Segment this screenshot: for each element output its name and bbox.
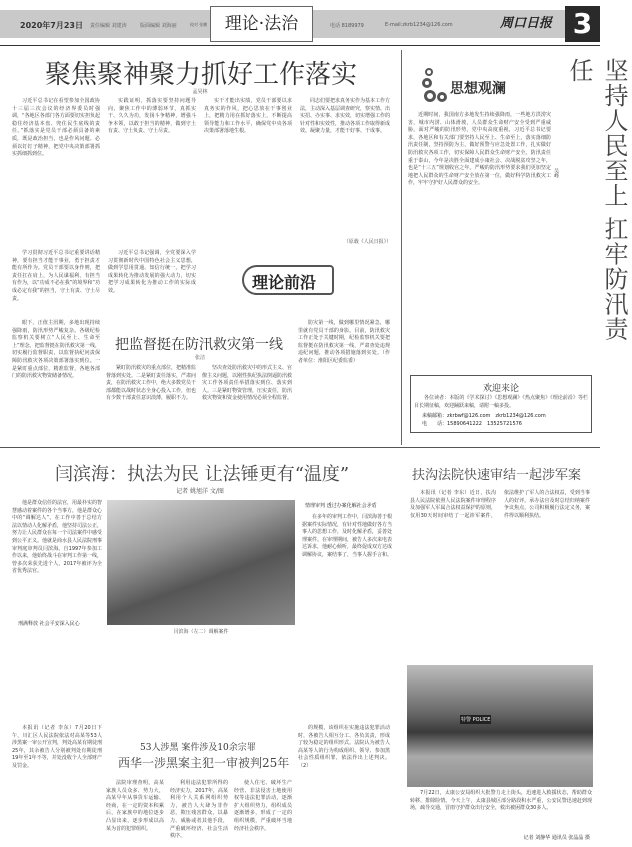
article-column: 在多年的审判工作中，闫滨海善于根据案件实际情况，有针对性地做好各方当事人的思想工作，及时化解矛盾，妥善处理案件。在审理期间，被告人多次来电表达诉求，他耐心倾听，最终促成双方达成调解协议，案结事了，当事人握手言和。 [302, 514, 393, 558]
article-column: 实干才能出实绩，党员干部要以求真务实的作风，把心思放在干事创业上，把精力用在抓好落实上，不断提高领导能力和工作水平，确保党中央各项决策部署落地生根。 [204, 98, 292, 135]
article-column: 他是群众信任的法官，用最朴实的智慧感动着案件的各个当事方，他是群众心中的“调解达人”。在工作中善于总结方法以情动人化解矛盾，他坚持司法公正，努力让人民群众在每一个司法案件中感受到公平正义。他就是商水县人民法院刑事审判庭审判员闫滨海。自1997年参加工作以来，他始终战斗在审判工作第一线，曾多次荣获先进个人，2017年被评为全省优秀法官。 [12, 500, 103, 575]
article-author: 孟昊林 [192, 89, 208, 95]
column-logo: 理论前沿 [252, 273, 317, 292]
article-byline: 记者 姚旭洋 文/图 [176, 488, 224, 495]
article-body: 本报讯（记者 李东）近日，扶沟县人民法院依照人民法院案件审理程序及加强军人军属合法权益保护的原则，仅用30天时间审结了一起涉军案件，依法维护了军人的合法权益，受到当事人的好评。承办法官及时总结归纳案件争议焦点，公司积极履行法定义务，案件得以顺利执结。 [410, 490, 590, 519]
proofreader: 校对 张鹏 [190, 22, 208, 27]
article-kicker: 53人涉黑 案件涉及10余宗罪 [140, 743, 256, 753]
article-column: 使人住宅、破坏生产经营、非法侵害土地使用权等违法犯罪活动，逐渐扩大组织势力，组织成员逐渐增多，形成了一定的组织规模，严重破坏当地经济社会秩序。 [234, 780, 292, 832]
article-headline: 闫滨海：执法为民 让法锤更有“温度” [55, 464, 350, 485]
copy-editor: 版面编辑 刘海丽 [140, 23, 177, 29]
column-divider [401, 50, 402, 445]
section-rule [0, 447, 600, 448]
article-column: 法院审理查明，高某家族人员众多、势力大，高某早年从事货车运输、经商，在一定的资本积累后，在家族中的地位逐步凸显出来，逐步形成以高某为首的犯罪组织。 [106, 780, 164, 832]
article-author: 张洁 [194, 355, 205, 361]
newspaper-logo: 周口日报 [500, 16, 553, 31]
article-column: 坚决查处防汛救灾中的形式主义、官僚主义问题，以刚性执纪执法倒逼防汛救灾工作各项责任举措落实到位、落实到人。三是紧盯物资管理，压实责任，防汛救灾物资和资金使用情况必须全程监督。 [202, 365, 293, 402]
page-number: 3 [565, 6, 600, 42]
photo-caption: 闫滨海（左二）调解案件 [173, 629, 229, 635]
box-title: 欢迎来论 [482, 384, 519, 394]
article-column: 紧盯防汛救灾的重点部位，把精准监督落到实处。二是紧盯责任落实，严肃问责，在防汛救灾工作中，绝大多数党员干部都能以战时状态全身心投入工作，但也有少数干部责任意识淡薄，履职不力。 [106, 365, 197, 402]
article-column: 的规模，该组织在实施违法犯罪活动时，各被告人相互分工、各负其责，形成了较为稳定的组织形式。法院认为被告人高某等人的行为构成组织、领导、参加黑社会性质组织罪，依法作出上述判决。（2） [298, 725, 390, 769]
police-vehicle-label: 特警 POLICE [461, 717, 491, 723]
section-title: 理论·法治 [210, 6, 313, 42]
article-headline: 西华一涉黑案主犯一审被判25年 [118, 756, 290, 770]
article-headline: 把监督挺在防汛救灾第一线 [115, 337, 283, 353]
article-column: 实践证明，抓落实要坚持问题导向，聚焦工作中的薄弱环节，真抓实干、久久为功，发扬斗争精神，增强斗争本领，以敢于担当的精神，做到守土有责、守土负责、守土尽责。 [108, 98, 196, 135]
article-author: 吴峰 [553, 168, 559, 178]
article-column: 防灾第一线，做到哪里情况紧急，哪里就有党员干部的身影。目前，防汛救灾工作正处于关键时期，纪检监察机关要把监督挺在防汛救灾第一线，严肃查处违规违纪问题，推动各项措施落到实处。（作者单位：淮阳区纪委监委） [298, 320, 390, 364]
article-column: 同志们要把求真务实作为基本工作方法，主动深入基层调查研究，察实情、出实招、办实事、求实效，切实增强工作的针对性和实效性，推动各项工作取得新成效。凝聚力量，才能干好事、干成事。 [300, 98, 391, 135]
flood-rescue-photo [407, 665, 593, 787]
article-headline: 扶沟法院快速审结一起涉军案 [412, 468, 582, 483]
article-column: 学习贯彻习近平总书记重要讲话精神，要有担当才能干事业，勇于担责才能有所作为。党员干部要以身作则，把责任扛在肩上，为人民谋福利，有担当有作为，以“功成不必在我”的境界和“功成必定有我”的担当，守土有责、守土尽责。 [12, 250, 100, 302]
article-column: 习近平总书记在看望参加全国政协十三届三次会议的经济界委员时强调，“各地区各部门各方面要切实担负起稳住经济基本盘、兜住民生底线的责任。”抓落实是党员干部必须具备的素质，既是政治担当，也是作风问题。必须以钉钉子精神，把党中央决策部署抓实抓细抓到位。 [12, 98, 100, 158]
contact-phone: 电 话：15890641222 13525721576 [422, 421, 522, 427]
issue-date: 2020年7月23日 [20, 21, 83, 30]
subheading: 情理审判 透过办案化解社会矛盾 [305, 503, 377, 509]
article-source: （原载《人民日报》） [343, 239, 392, 245]
box-body: 各位读者：本版的《学术探讨》《思想观澜》《热点聚焦》《理论前沿》等栏目长期征稿，欢迎踊跃来稿，请附一稿多投。 [414, 395, 588, 409]
editor: 责任编辑 刘建涛 [90, 23, 127, 29]
email: E-mail:zkrb1234@126.com [385, 22, 453, 28]
article-column: 眼下，正值主汛期，多地出现持续强降雨，防汛形势严峻复杂。各级纪检监察机关要树立“人民至上、生命至上”理念，把监督挺在防汛救灾第一线，切实履行监督职责，以监督执纪问责保障防汛救灾各项决策部署落实到位。一是紧盯重点部位，精准监督，各地各部门的防汛救灾物资储备情况。 [12, 320, 100, 380]
photo-credit: 记者 刘静华 通讯员 张晶晶 摄 [523, 835, 590, 841]
article-headline-vertical: 坚持人民至上 扛牢防汛责任 [565, 58, 628, 342]
article-column: 习近平总书记强调，全党要深入学习贯彻新时代中国特色社会主义思想，做到学思用贯通、知信行统一，把学习成果转化为推动发展的强大动力，切实把学习成果转化为推动工作的实际成效。 [108, 250, 196, 294]
article-column: 本报讯（记者 李东）7月20日下午，川汇区人民法院依法对高某等53人涉黑案一审公开宣判，判处高某有期徒刑25年，其余被告人分别被判处有期徒刑19年至1年不等，并处没收个人全部财产及罚金。 [12, 725, 103, 769]
court-mediation-photo [107, 500, 295, 625]
submission-email: 来稿邮箱：zkrbwf@126.com zkrb1234@126.com [422, 413, 546, 419]
article-column: 利用违法犯罪所得的经济实力，2017年，高某利用个人关系网组织势力，被告人大肆为非作恶，欺压残害群众，以暴力、威胁或者其他手段，严重破坏经济、社会生活秩序。 [170, 780, 228, 840]
article-headline: 聚焦聚神聚力抓好工作落实 [45, 60, 358, 90]
column-logo: 思想观澜 [450, 81, 506, 97]
article-body: 近期时间，我国南方多地发生持续强降雨，一些地方洪涝灾害，城市内涝、山体滑坡，人员群众生命财产安全受到严重威胁。面对严峻的防汛形势，党中央高度重视，习近平总书记要求，各地区和有关部门要坚持人民至上、生命至上，落实落细防汛责任制，坚持预防为主，做好预警与应急处置工作，扎实做好防汛救灾各项工作，切实保障人民群众生命财产安全。防汛责任重于泰山，今年是决胜全面建成小康社会、决战脱贫攻坚之年，也是“十三五”规划收官之年。严峻的防汛形势要求我们更加坚定地把人民群众的生命财产安全放在第一位，做好科学防汛救灾工作，牢牢守护好人民群众的安全。 [408, 112, 551, 187]
subheading: 刑满释放 社会平安深入民心 [18, 621, 80, 627]
hotline: 电话 8189979 [330, 23, 364, 29]
header-rule [0, 45, 600, 46]
photo-caption: 7月22日，太康公安局组织大批警力走上街头，迅速进入救援状态，帮助群众转移，排除险情。今天上午，太康县城区部分路段积水严重，公安民警迅速赶到现场，疏导交通，冒雨守护群众出行安全，救出被困群众30多人。 [410, 790, 592, 812]
